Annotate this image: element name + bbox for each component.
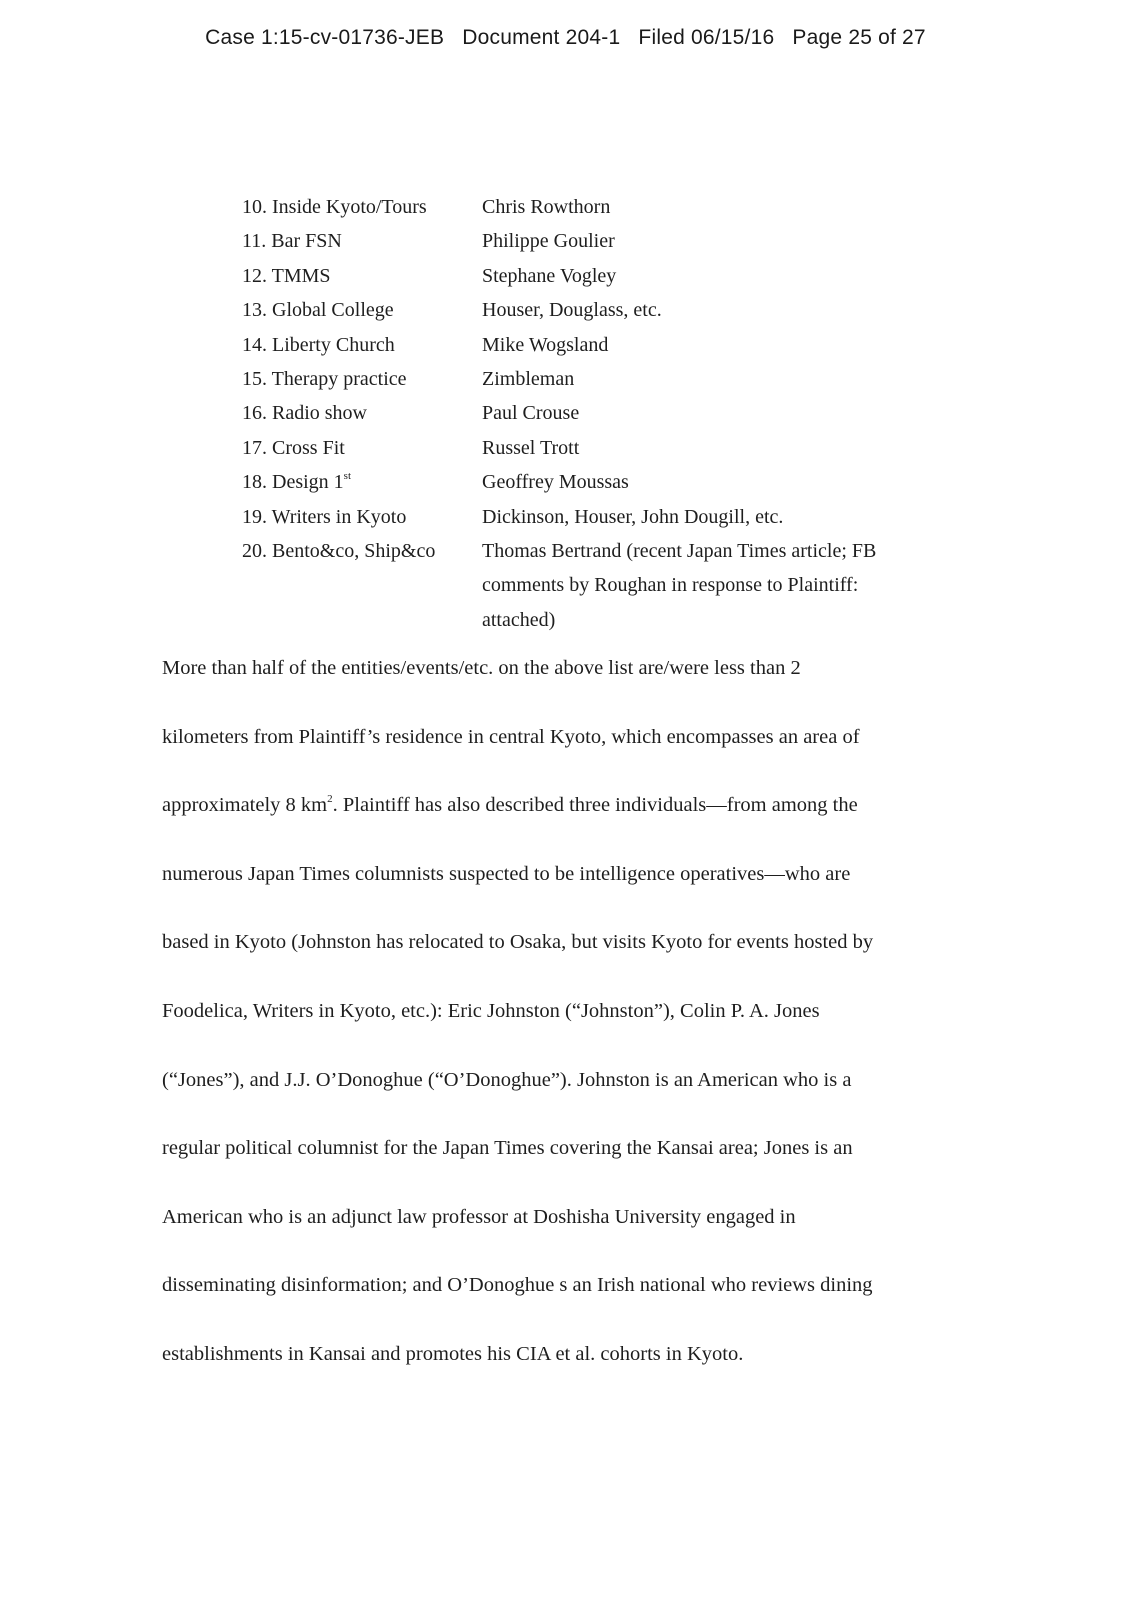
associated-people: comments by Roughan in response to Plaintiff:	[482, 574, 859, 597]
list-number: 13.	[242, 299, 267, 322]
body-line: More than half of the entities/events/etc. on the above list are/were less than 2	[162, 657, 801, 679]
body-line: kilometers from Plaintiff’s residence in central Kyoto, which encompasses an area of	[162, 725, 860, 748]
list-row	[242, 190, 942, 224]
associated-people: Philippe Goulier	[482, 230, 615, 253]
associated-people: Mike Wogsland	[482, 333, 609, 356]
entity-name	[242, 293, 482, 327]
list-number: 20.	[242, 540, 267, 563]
body-line: American who is an adjunct law professor at Doshisha University engaged in	[162, 1205, 796, 1228]
associated-people: Thomas Bertrand (recent Japan Times article; FB	[482, 540, 877, 563]
list-row	[242, 534, 942, 568]
list-number: 17.	[242, 436, 267, 459]
entity-list	[242, 190, 942, 637]
list-row	[242, 500, 942, 534]
associated-people: Geoffrey Moussas	[482, 471, 629, 494]
list-number: 15.	[242, 368, 267, 391]
entity-name	[242, 568, 482, 602]
entity-name	[242, 534, 482, 568]
entity-label: Bar FSN	[271, 230, 342, 253]
entity-label: Cross Fit	[272, 436, 345, 459]
entity-name	[242, 224, 482, 258]
body-line	[162, 793, 962, 862]
entity-name	[242, 396, 482, 430]
list-row	[242, 431, 942, 465]
entity-label: Therapy practice	[271, 368, 407, 391]
entity-superscript: st	[343, 470, 352, 483]
list-row	[242, 328, 942, 362]
entity-label: Bento&co, Ship&co	[272, 540, 436, 563]
body-text-segment: . Plaintiff has also described three individuals—from among the	[332, 794, 858, 817]
entity-label: Writers in Kyoto	[271, 505, 407, 528]
list-row	[242, 603, 942, 637]
entity-label: Liberty Church	[272, 333, 395, 356]
list-row	[242, 396, 942, 430]
body-line: Foodelica, Writers in Kyoto, etc.): Eric Johnston (“Johnston”), Colin P. A. Jones	[162, 999, 820, 1022]
list-number: 16.	[242, 402, 267, 425]
associated-people: Stephane Vogley	[482, 264, 617, 287]
entity-name	[242, 431, 482, 465]
list-number: 12.	[242, 264, 267, 287]
list-row	[242, 362, 942, 396]
superscript-squared: 2	[327, 793, 333, 806]
associated-people: Zimbleman	[482, 368, 575, 391]
list-row	[242, 224, 942, 258]
list-number: 19.	[242, 505, 267, 528]
list-row	[242, 568, 942, 602]
associated-people: Russel Trott	[482, 436, 580, 459]
body-line: establishments in Kansai and promotes his CIA et al. cohorts in Kyoto.	[162, 1342, 744, 1365]
entity-name	[242, 328, 482, 362]
associated-people: Houser, Douglass, etc.	[482, 299, 662, 322]
body-line: regular political columnist for the Japan Times covering the Kansai area; Jones is an	[162, 1137, 853, 1160]
entity-label: Global College	[272, 299, 394, 322]
body-line: based in Kyoto (Johnston has relocated to Osaka, but visits Kyoto for events hosted by	[162, 931, 874, 954]
associated-people: Paul Crouse	[482, 402, 580, 425]
entity-label: Inside Kyoto/Tours	[272, 196, 427, 218]
list-row	[242, 293, 942, 327]
entity-name	[242, 259, 482, 293]
list-row	[242, 259, 942, 293]
entity-name	[242, 465, 482, 499]
list-number: 11.	[242, 230, 267, 253]
entity-name	[242, 603, 482, 637]
associated-people: attached)	[482, 608, 556, 631]
list-row	[242, 465, 942, 499]
entity-label: TMMS	[271, 264, 331, 287]
entity-name	[242, 362, 482, 396]
list-number: 18.	[242, 471, 267, 494]
entity-name	[242, 500, 482, 534]
associated-people: Chris Rowthorn	[482, 196, 611, 218]
entity-label: Radio show	[272, 402, 367, 425]
body-paragraph	[162, 656, 962, 1411]
associated-people: Dickinson, Houser, John Dougill, etc.	[482, 505, 784, 528]
entity-label: Design 1	[272, 471, 344, 494]
body-text-segment: approximately 8 km	[162, 794, 328, 817]
entity-name	[242, 190, 482, 224]
case-header: Case 1:15-cv-01736-JEB Document 204-1 Filed 06/15/16 Page 25 of 27	[205, 26, 926, 49]
body-line: numerous Japan Times columnists suspected to be intelligence operatives—who are	[162, 862, 851, 885]
list-number: 14.	[242, 333, 267, 356]
body-line: (“Jones”), and J.J. O’Donoghue (“O’Donoghue”). Johnston is an American who is a	[162, 1068, 852, 1091]
list-number: 10.	[242, 196, 267, 218]
body-line: disseminating disinformation; and O’Donoghue s an Irish national who reviews dining	[162, 1274, 873, 1297]
